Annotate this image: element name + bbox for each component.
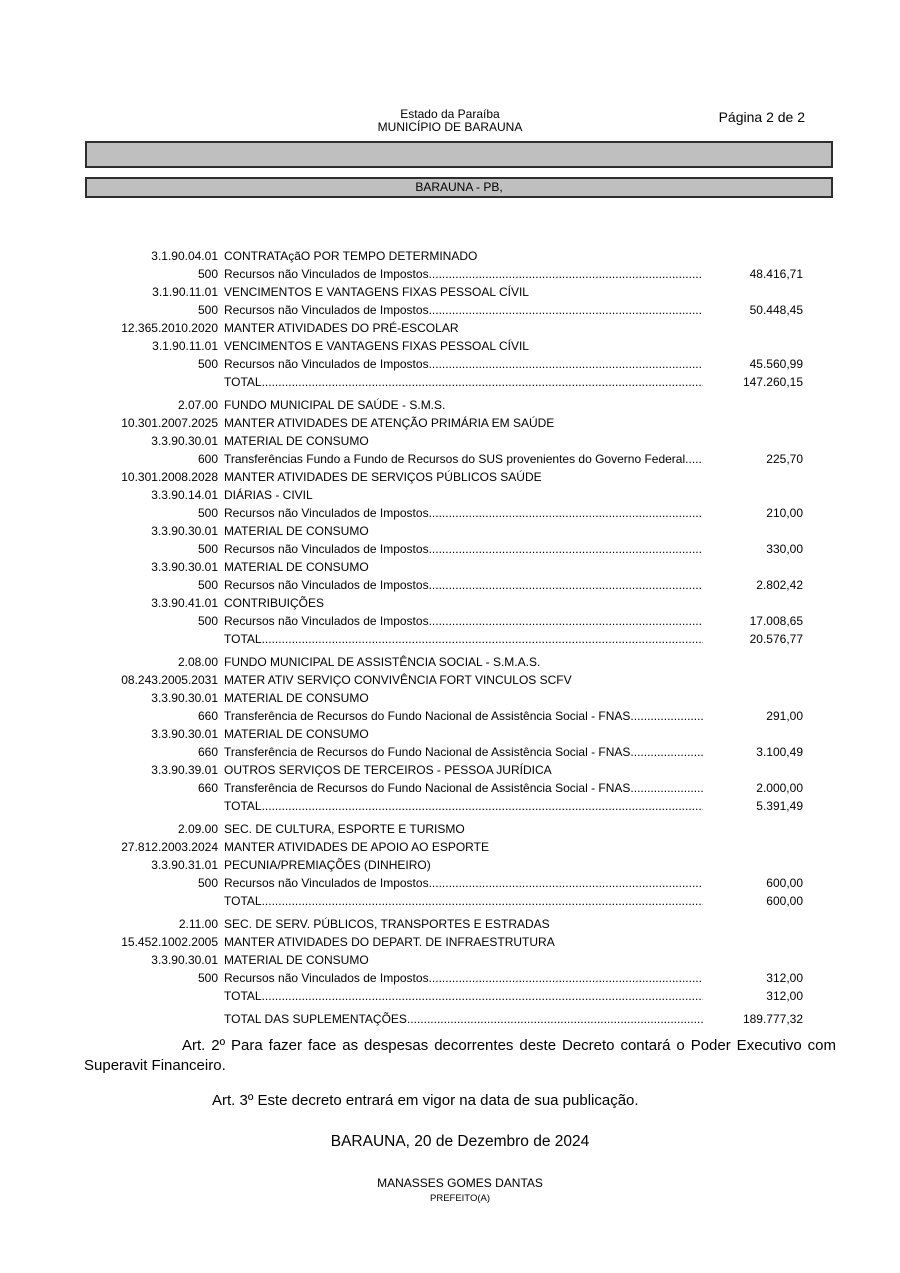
row-value: 5.391,49 bbox=[756, 799, 803, 813]
row-dot-leader bbox=[262, 630, 703, 648]
row-dot-leader bbox=[429, 576, 703, 594]
row-description: CONTRATAçãO POR TEMPO DETERMINADO bbox=[224, 249, 478, 263]
row-code: 500 bbox=[197, 614, 218, 628]
row-code: 3.3.90.41.01 bbox=[151, 596, 218, 610]
row-value: 189.777,32 bbox=[742, 1012, 803, 1026]
table-row bbox=[87, 743, 803, 761]
closing-section bbox=[84, 1036, 836, 1204]
row-code: 3.3.90.39.01 bbox=[151, 763, 218, 777]
row-description: VENCIMENTOS E VANTAGENS FIXAS PESSOAL CÍVIL bbox=[224, 339, 529, 353]
row-description: TOTAL bbox=[224, 989, 262, 1003]
row-dot-leader bbox=[630, 743, 703, 761]
row-code: 27.812.2003.2024 bbox=[121, 840, 218, 854]
row-description: MANTER ATIVIDADES DE SERVIÇOS PÚBLICOS SAÚDE bbox=[224, 470, 542, 484]
table-row bbox=[87, 319, 803, 337]
table-row bbox=[87, 1010, 803, 1028]
state-name: Estado da Paraíba bbox=[400, 107, 500, 121]
row-description: MATERIAL DE CONSUMO bbox=[224, 560, 369, 574]
table-row bbox=[87, 301, 803, 319]
row-dot-leader bbox=[262, 987, 703, 1005]
row-code: 3.1.90.04.01 bbox=[151, 249, 218, 263]
row-value: 2.000,00 bbox=[756, 781, 803, 795]
location-bar bbox=[85, 177, 833, 198]
row-code: 3.3.90.30.01 bbox=[151, 953, 218, 967]
row-description: TOTAL bbox=[224, 894, 262, 908]
row-code: 660 bbox=[197, 745, 218, 759]
row-description: TOTAL bbox=[224, 799, 262, 813]
row-description: MATERIAL DE CONSUMO bbox=[224, 727, 369, 741]
row-dot-leader bbox=[429, 874, 703, 892]
table-row bbox=[87, 725, 803, 743]
table-row bbox=[87, 612, 803, 630]
table-row bbox=[87, 915, 803, 933]
row-dot-leader bbox=[262, 892, 703, 910]
row-code: 500 bbox=[197, 506, 218, 520]
row-description: FUNDO MUNICIPAL DE SAÚDE - S.M.S. bbox=[224, 398, 446, 412]
table-row bbox=[87, 797, 803, 815]
row-dot-leader bbox=[429, 265, 703, 283]
row-description: OUTROS SERVIÇOS DE TERCEIROS - PESSOA JURÍDICA bbox=[224, 763, 552, 777]
row-description: FUNDO MUNICIPAL DE ASSISTÊNCIA SOCIAL - S.M.A.S. bbox=[224, 655, 541, 669]
row-description: MANTER ATIVIDADES DO DEPART. DE INFRAESTRUTURA bbox=[224, 935, 555, 949]
row-description: Recursos não Vinculados de Impostos bbox=[224, 542, 429, 556]
table-row bbox=[87, 414, 803, 432]
row-dot-leader bbox=[685, 450, 703, 468]
table-row bbox=[87, 892, 803, 910]
row-dot-leader bbox=[630, 707, 703, 725]
row-description: TOTAL bbox=[224, 375, 262, 389]
table-row bbox=[87, 504, 803, 522]
row-description: MANTER ATIVIDADES DE APOIO AO ESPORTE bbox=[224, 840, 489, 854]
row-description: MATERIAL DE CONSUMO bbox=[224, 524, 369, 538]
row-dot-leader bbox=[429, 301, 703, 319]
row-description: PECUNIA/PREMIAÇÕES (DINHEIRO) bbox=[224, 858, 431, 872]
table-row bbox=[87, 468, 803, 486]
municipality-name: MUNICÍPIO DE BARAUNA bbox=[377, 120, 523, 134]
row-description: DIÁRIAS - CIVIL bbox=[224, 488, 313, 502]
row-code: 500 bbox=[197, 267, 218, 281]
table-row bbox=[87, 707, 803, 725]
row-description: CONTRIBUIÇÕES bbox=[224, 596, 325, 610]
row-code: 660 bbox=[197, 781, 218, 795]
row-dot-leader bbox=[262, 373, 703, 391]
row-description: Recursos não Vinculados de Impostos bbox=[224, 578, 429, 592]
row-code: 600 bbox=[197, 452, 218, 466]
table-row bbox=[87, 856, 803, 874]
row-code: 3.3.90.30.01 bbox=[151, 434, 218, 448]
table-row bbox=[87, 969, 803, 987]
row-description: MATERIAL DE CONSUMO bbox=[224, 434, 369, 448]
row-description: Recursos não Vinculados de Impostos bbox=[224, 357, 429, 371]
row-code: 3.3.90.30.01 bbox=[151, 727, 218, 741]
row-description: Recursos não Vinculados de Impostos bbox=[224, 971, 429, 985]
row-value: 312,00 bbox=[766, 971, 803, 985]
signature-title: PREFEITO(A) bbox=[430, 1193, 490, 1204]
row-value: 210,00 bbox=[766, 506, 803, 520]
row-code: 3.1.90.11.01 bbox=[152, 285, 218, 299]
row-description: MATERIAL DE CONSUMO bbox=[224, 953, 369, 967]
row-value: 147.260,15 bbox=[742, 375, 803, 389]
table-row bbox=[87, 779, 803, 797]
row-description: Recursos não Vinculados de Impostos bbox=[224, 876, 429, 890]
article-3-text: Art. 3º Este decreto entrará em vigor na data de sua publicação. bbox=[212, 1092, 639, 1109]
row-code: 15.452.1002.2005 bbox=[121, 935, 218, 949]
row-dot-leader bbox=[262, 797, 703, 815]
table-row bbox=[87, 265, 803, 283]
row-code: 12.365.2010.2020 bbox=[121, 321, 218, 335]
page-indicator: Página 2 de 2 bbox=[718, 109, 805, 125]
table-row bbox=[87, 630, 803, 648]
row-dot-leader bbox=[429, 612, 703, 630]
row-description: VENCIMENTOS E VANTAGENS FIXAS PESSOAL CÍVIL bbox=[224, 285, 529, 299]
row-code: 3.3.90.31.01 bbox=[151, 858, 218, 872]
table-row bbox=[87, 522, 803, 540]
table-row bbox=[87, 540, 803, 558]
row-value: 330,00 bbox=[766, 542, 803, 556]
row-value: 600,00 bbox=[766, 876, 803, 890]
row-dot-leader bbox=[429, 540, 703, 558]
date-line: BARAUNA, 20 de Dezembro de 2024 bbox=[330, 1133, 590, 1150]
row-code: 2.11.00 bbox=[178, 917, 218, 931]
title-bar bbox=[85, 141, 833, 168]
row-value: 291,00 bbox=[766, 709, 803, 723]
row-description: Recursos não Vinculados de Impostos bbox=[224, 506, 429, 520]
row-description: SEC. DE SERV. PÚBLICOS, TRANSPORTES E ESTRADAS bbox=[224, 917, 550, 931]
row-value: 312,00 bbox=[766, 989, 803, 1003]
row-description: TOTAL DAS SUPLEMENTAÇÕES bbox=[224, 1012, 407, 1026]
table-row bbox=[87, 671, 803, 689]
table-row bbox=[87, 337, 803, 355]
budget-table bbox=[87, 247, 803, 1028]
row-code: 660 bbox=[197, 709, 218, 723]
row-description: Transferência de Recursos do Fundo Nacional de Assistência Social - FNAS bbox=[224, 709, 631, 723]
row-value: 2.802,42 bbox=[756, 578, 803, 592]
row-description: MANTER ATIVIDADES DO PRÉ-ESCOLAR bbox=[224, 321, 459, 335]
row-value: 20.576,77 bbox=[749, 632, 803, 646]
row-dot-leader bbox=[429, 355, 703, 373]
row-code: 500 bbox=[197, 357, 218, 371]
row-code: 10.301.2008.2028 bbox=[121, 470, 218, 484]
table-row bbox=[87, 247, 803, 265]
table-row bbox=[87, 689, 803, 707]
table-row bbox=[87, 373, 803, 391]
row-value: 17.008,65 bbox=[749, 614, 803, 628]
row-code: 3.3.90.30.01 bbox=[151, 560, 218, 574]
row-description: TOTAL bbox=[224, 632, 262, 646]
row-code: 500 bbox=[197, 578, 218, 592]
row-code: 08.243.2005.2031 bbox=[121, 673, 218, 687]
row-description: Transferência de Recursos do Fundo Nacional de Assistência Social - FNAS bbox=[224, 781, 631, 795]
row-value: 45.560,99 bbox=[749, 357, 803, 371]
row-code: 2.07.00 bbox=[177, 398, 218, 412]
table-row bbox=[87, 820, 803, 838]
row-dot-leader bbox=[407, 1010, 703, 1028]
location-bar-text: BARAUNA - PB, bbox=[415, 180, 503, 194]
row-dot-leader bbox=[429, 504, 703, 522]
table-row bbox=[87, 355, 803, 373]
table-row bbox=[87, 761, 803, 779]
table-row bbox=[87, 987, 803, 1005]
row-code: 2.08.00 bbox=[177, 655, 218, 669]
row-description: Recursos não Vinculados de Impostos bbox=[224, 267, 429, 281]
table-row bbox=[87, 576, 803, 594]
table-row bbox=[87, 486, 803, 504]
table-row bbox=[87, 558, 803, 576]
row-code: 3.3.90.14.01 bbox=[151, 488, 218, 502]
table-row bbox=[87, 432, 803, 450]
table-row bbox=[87, 951, 803, 969]
row-description: Transferências Fundo a Fundo de Recursos do SUS provenientes do Governo Federal bbox=[224, 452, 686, 466]
row-code: 3.1.90.11.01 bbox=[152, 339, 218, 353]
table-row bbox=[87, 396, 803, 414]
table-row bbox=[87, 594, 803, 612]
row-description: Recursos não Vinculados de Impostos bbox=[224, 303, 429, 317]
table-row bbox=[87, 874, 803, 892]
table-row bbox=[87, 283, 803, 301]
row-description: Transferência de Recursos do Fundo Nacional de Assistência Social - FNAS bbox=[224, 745, 631, 759]
article-2-text: Art. 2º Para fazer face as despesas decorrentes deste Decreto contará o Poder Executivo com Superavit Financeiro. bbox=[84, 1037, 836, 1074]
row-dot-leader bbox=[429, 969, 703, 987]
row-description: Recursos não Vinculados de Impostos bbox=[224, 614, 429, 628]
row-value: 3.100,49 bbox=[756, 745, 803, 759]
row-dot-leader bbox=[630, 779, 703, 797]
table-row bbox=[87, 450, 803, 468]
row-description: MATERIAL DE CONSUMO bbox=[224, 691, 369, 705]
row-description: MATER ATIV SERVIÇO CONVIVÊNCIA FORT VINCULOS SCFV bbox=[224, 673, 572, 687]
row-code: 500 bbox=[197, 971, 218, 985]
row-code: 500 bbox=[197, 303, 218, 317]
row-description: MANTER ATIVIDADES DE ATENÇÃO PRIMÁRIA EM SAÚDE bbox=[224, 416, 555, 430]
row-code: 500 bbox=[197, 876, 218, 890]
row-description: SEC. DE CULTURA, ESPORTE E TURISMO bbox=[224, 822, 465, 836]
row-value: 50.448,45 bbox=[749, 303, 803, 317]
row-code: 500 bbox=[197, 542, 218, 556]
row-value: 225,70 bbox=[766, 452, 803, 466]
row-code: 3.3.90.30.01 bbox=[151, 691, 218, 705]
table-row bbox=[87, 838, 803, 856]
row-value: 600,00 bbox=[766, 894, 803, 908]
row-code: 2.09.00 bbox=[177, 822, 218, 836]
row-value: 48.416,71 bbox=[749, 267, 803, 281]
signature-name: MANASSES GOMES DANTAS bbox=[377, 1176, 543, 1190]
row-code: 3.3.90.30.01 bbox=[151, 524, 218, 538]
row-code: 10.301.2007.2025 bbox=[121, 416, 218, 430]
table-row bbox=[87, 653, 803, 671]
table-row bbox=[87, 933, 803, 951]
